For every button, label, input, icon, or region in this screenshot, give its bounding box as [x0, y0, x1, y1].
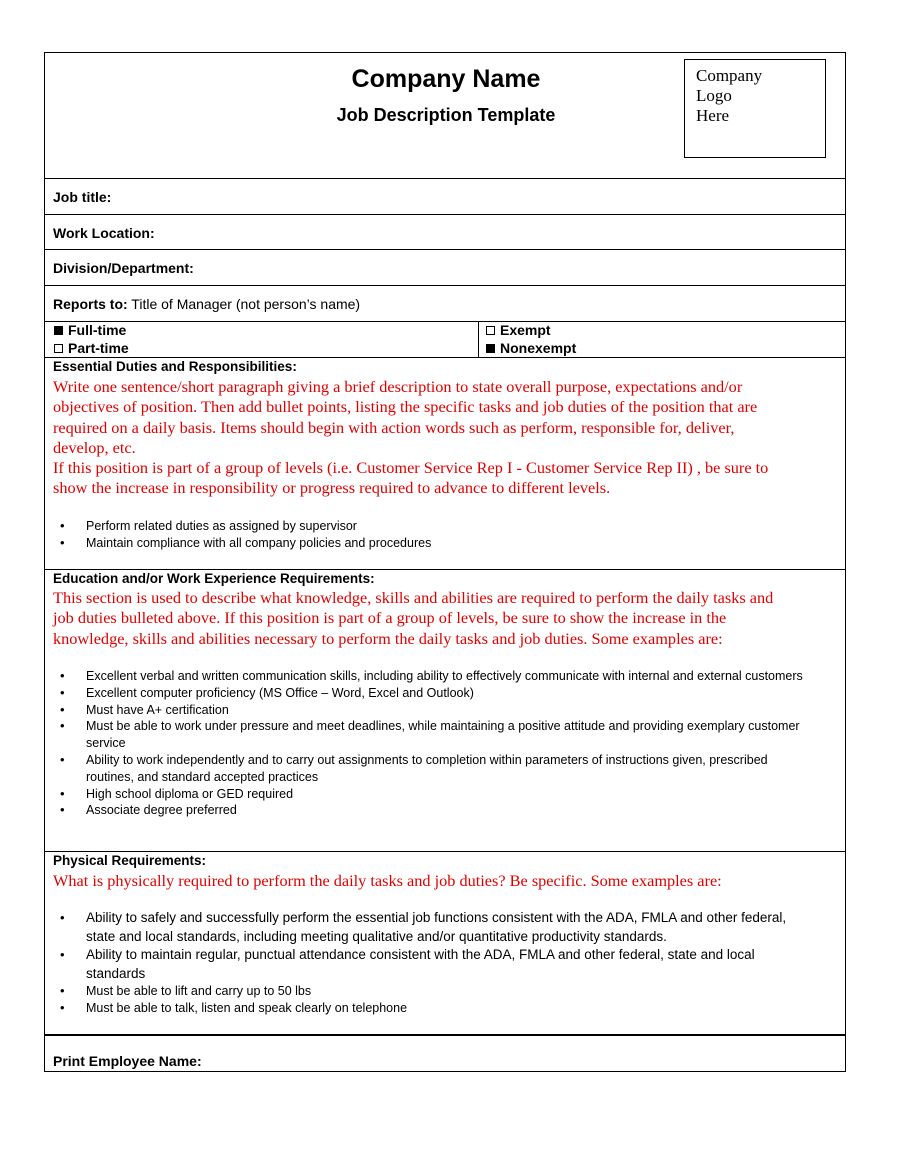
division-field[interactable]: Division/Department: [53, 260, 194, 276]
instruction-line: What is physically required to perform the daily tasks and job duties? Be specific. Some examples are: [53, 871, 722, 890]
work-location-field[interactable]: Work Location: [53, 225, 155, 241]
essential-duties-list [53, 518, 813, 552]
print-employee-name-field[interactable]: Print Employee Name: [53, 1053, 202, 1069]
list-item: • Ability to safely and successfully perform the essential job functions consistent with the ADA, FMLA and other federal, state and local standards, including meeting qualitative and/or quantitative productivity standards. [53, 909, 813, 946]
divider [45, 321, 845, 322]
education-requirements-list [53, 668, 813, 819]
list-item: • Must be able to lift and carry up to 50 lbs [53, 983, 813, 1000]
reports-to-value: Title of Manager (not person’s name) [127, 296, 361, 312]
instruction-line: develop, etc. [53, 437, 136, 457]
job-description-form [44, 52, 846, 1072]
list-item: • Must be able to talk, listen and speak clearly on telephone [53, 1000, 813, 1017]
nonexempt-label: Nonexempt [500, 340, 577, 356]
full-time-option[interactable] [54, 322, 126, 338]
instruction-line: required on a daily basis. Items should begin with action words such as perform, responsible for, deliver, [53, 417, 735, 437]
essential-duties-instructions [53, 377, 839, 499]
list-item: • Must have A+ certification [53, 702, 813, 719]
divider [45, 851, 845, 852]
list-item: • Maintain compliance with all company policies and procedures [53, 535, 813, 552]
full-time-label: Full-time [68, 322, 127, 338]
reports-to-label: Reports to: [53, 296, 128, 312]
instruction-line: show the increase in responsibility or progress required to advance to different levels. [53, 478, 611, 498]
list-item: • Excellent computer proficiency (MS Office – Word, Excel and Outlook) [53, 685, 813, 702]
part-time-option[interactable] [54, 340, 129, 356]
list-item: • Excellent verbal and written communication skills, including ability to effectively communicate with internal and external customers [53, 668, 813, 685]
column-divider [478, 321, 479, 357]
nonexempt-option[interactable] [486, 340, 576, 356]
divider [45, 1034, 845, 1036]
physical-requirements-list [53, 909, 813, 983]
list-item: • Ability to maintain regular, punctual attendance consistent with the ADA, FMLA and other federal, state and local standards [53, 946, 813, 983]
divider [45, 249, 845, 250]
divider [45, 214, 845, 215]
list-item: • Perform related duties as assigned by supervisor [53, 518, 813, 535]
logo-line: Here [696, 106, 730, 125]
company-logo-placeholder [684, 59, 826, 158]
document-title: Job Description Template [336, 105, 556, 125]
part-time-label: Part-time [68, 340, 129, 356]
education-heading: Education and/or Work Experience Requirements: [53, 571, 375, 586]
instruction-line: knowledge, skills and abilities necessary to perform the daily tasks and job duties. Some examples are: [53, 628, 723, 648]
reports-to-field[interactable] [53, 296, 360, 312]
physical-instructions [53, 871, 839, 891]
instruction-line: objectives of position. Then add bullet points, listing the specific tasks and job duties of the position that are [53, 397, 758, 417]
unchecked-box-icon[interactable] [486, 326, 495, 335]
divider [45, 357, 845, 358]
logo-line: Logo [696, 86, 732, 105]
job-title-field[interactable]: Job title: [53, 189, 112, 205]
checked-box-icon[interactable] [54, 326, 63, 335]
divider [45, 285, 845, 286]
list-item: • Must be able to work under pressure and meet deadlines, while maintaining a positive attitude and providing exemplary customer service [53, 718, 813, 752]
education-instructions [53, 588, 839, 649]
list-item: • Ability to work independently and to carry out assignments to completion within parameters of instructions given, prescribed routines, and standard accepted practices [53, 752, 813, 786]
essential-duties-heading: Essential Duties and Responsibilities: [53, 359, 297, 374]
physical-requirements-list-continued [53, 983, 813, 1017]
divider [45, 178, 845, 179]
checked-box-icon[interactable] [486, 344, 495, 353]
physical-requirements-heading: Physical Requirements: [53, 853, 207, 868]
instruction-line: job duties bulleted above. If this position is part of a group of levels, be sure to show the increase in the [53, 608, 727, 628]
exempt-label: Exempt [500, 322, 551, 338]
company-name: Company Name [351, 65, 541, 93]
instruction-line: If this position is part of a group of levels (i.e. Customer Service Rep I - Customer Service Rep II) , be sure to [53, 458, 769, 478]
divider [45, 569, 845, 570]
instruction-line: This section is used to describe what knowledge, skills and abilities are required to perform the daily tasks and [53, 588, 774, 607]
list-item: • Associate degree preferred [53, 802, 813, 819]
instruction-line: Write one sentence/short paragraph giving a brief description to state overall purpose, expectations and/or [53, 377, 743, 396]
logo-line: Company [696, 66, 763, 85]
list-item: • High school diploma or GED required [53, 786, 813, 803]
unchecked-box-icon[interactable] [54, 344, 63, 353]
exempt-option[interactable] [486, 322, 551, 338]
